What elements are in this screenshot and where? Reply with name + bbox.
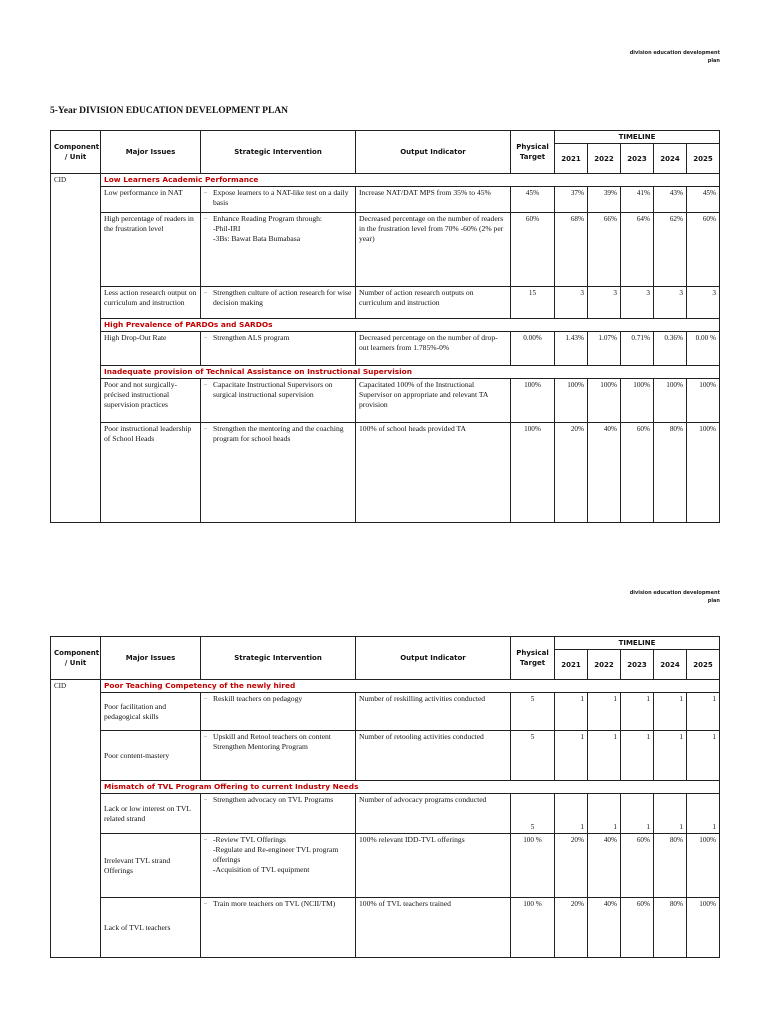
table-row <box>51 898 720 958</box>
year-value: 60% <box>621 898 654 958</box>
header-physical-target: Physical Target <box>511 131 555 174</box>
output-indicator: Number of action research outputs on curriculum and instruction <box>356 287 511 319</box>
dash-bullet-icon: – <box>204 734 207 740</box>
table-row <box>51 794 720 834</box>
output-indicator: 100% relevant IDD-TVL offerings <box>356 834 511 898</box>
year-value: 1 <box>555 731 588 781</box>
physical-target: 60% <box>511 213 555 287</box>
physical-target: 0.00% <box>511 332 555 366</box>
dash-bullet-icon: – <box>204 382 207 388</box>
document-title: 5-Year DIVISION EDUCATION DEVELOPMENT PLAN <box>50 106 289 116</box>
table-row <box>51 187 720 213</box>
physical-target: 100 % <box>511 898 555 958</box>
year-value: 100% <box>588 379 621 423</box>
year-value: 64% <box>621 213 654 287</box>
year-value: 100% <box>687 423 720 523</box>
header-output-indicator: Output Indicator <box>356 637 511 680</box>
dash-bullet-icon: – <box>204 216 207 222</box>
year-value: 1 <box>621 794 654 834</box>
year-value: 80% <box>654 898 687 958</box>
running-header-sub: plan <box>707 598 720 604</box>
physical-target: 100% <box>511 423 555 523</box>
year-value: 1 <box>588 794 621 834</box>
year-value: 45% <box>687 187 720 213</box>
strategic-intervention: Expose learners to a NAT-like test on a daily basis <box>213 188 349 207</box>
physical-target: 15 <box>511 287 555 319</box>
year-value: 1 <box>687 693 720 731</box>
year-value: 20% <box>555 423 588 523</box>
running-header-sub: plan <box>707 58 720 64</box>
output-indicator: Capacitated 100% of the Instructional Supervisor on appropriate and relevant TA provision <box>356 379 511 423</box>
physical-target: 100 % <box>511 834 555 898</box>
header-year: 2021 <box>555 650 588 680</box>
header-strategic-intervention: Strategic Intervention <box>201 131 356 174</box>
dash-bullet-icon: – <box>204 837 207 843</box>
strategic-intervention: Strengthen the mentoring and the coaching program for school heads <box>213 424 344 443</box>
year-value: 41% <box>621 187 654 213</box>
year-value: 1 <box>588 731 621 781</box>
year-value: 1 <box>621 731 654 781</box>
section-title: Poor Teaching Competency of the newly hired <box>101 680 720 693</box>
table-row <box>51 731 720 781</box>
header-output-indicator: Output Indicator <box>356 131 511 174</box>
year-value: 62% <box>654 213 687 287</box>
header-year: 2023 <box>621 650 654 680</box>
year-value: 3 <box>654 287 687 319</box>
strategic-intervention: -Review TVL Offerings -Regulate and Re-engineer TVL program offerings -Acquisition of TVL equipment <box>213 835 339 874</box>
header-year: 2024 <box>654 650 687 680</box>
year-value: 80% <box>654 834 687 898</box>
dash-bullet-icon: – <box>204 290 207 296</box>
table-row <box>51 834 720 898</box>
year-value: 3 <box>687 287 720 319</box>
strategic-intervention: Capacitate Instructional Supervisors on surgical instructional supervision <box>213 380 333 399</box>
header-timeline: TIMELINE <box>555 637 720 650</box>
physical-target: 5 <box>511 794 555 834</box>
dash-bullet-icon: – <box>204 190 207 196</box>
year-value: 100% <box>555 379 588 423</box>
header-year: 2023 <box>621 144 654 174</box>
physical-target: 5 <box>511 731 555 781</box>
plan-table-page-2 <box>50 636 720 958</box>
year-value: 60% <box>621 423 654 523</box>
year-value: 3 <box>588 287 621 319</box>
running-header-title: division education development <box>629 590 720 596</box>
strategic-intervention: Strengthen advocacy on TVL Programs <box>213 795 334 804</box>
table-row <box>51 287 720 319</box>
year-value: 1 <box>687 731 720 781</box>
dash-bullet-icon: – <box>204 797 207 803</box>
output-indicator: Number of reskilling activities conducted <box>356 693 511 731</box>
year-value: 40% <box>588 834 621 898</box>
header-year: 2022 <box>588 144 621 174</box>
header-physical-target: Physical Target <box>511 637 555 680</box>
header-major-issues: Major Issues <box>101 131 201 174</box>
header-year: 2025 <box>687 144 720 174</box>
table-row <box>51 332 720 366</box>
year-value: 40% <box>588 898 621 958</box>
strategic-intervention: Reskill teachers on pedagogy <box>213 694 303 703</box>
major-issue: Low performance in NAT <box>101 187 201 213</box>
major-issue: Lack of TVL teachers <box>101 898 201 958</box>
year-value: 3 <box>621 287 654 319</box>
year-value: 1 <box>555 693 588 731</box>
section-title: Mismatch of TVL Program Offering to current Industry Needs <box>101 781 720 794</box>
year-value: 0.36% <box>654 332 687 366</box>
section-title: Inadequate provision of Technical Assistance on Instructional Supervision <box>101 366 720 379</box>
component-unit: CID <box>51 680 101 958</box>
output-indicator: Increase NAT/DAT MPS from 35% to 45% <box>356 187 511 213</box>
year-value: 100% <box>687 898 720 958</box>
header-major-issues: Major Issues <box>101 637 201 680</box>
table-row <box>51 693 720 731</box>
strategic-intervention: Train more teachers on TVL (NCII/TM) <box>213 899 336 908</box>
major-issue: Lack or low interest on TVL related strand <box>101 794 201 834</box>
section-title: High Prevalence of PARDOs and SARDOs <box>101 319 720 332</box>
dash-bullet-icon: – <box>204 335 207 341</box>
year-value: 20% <box>555 834 588 898</box>
year-value: 0.71% <box>621 332 654 366</box>
output-indicator: 100% of school heads provided TA <box>356 423 511 523</box>
strategic-intervention: Strengthen ALS program <box>213 333 290 342</box>
header-timeline: TIMELINE <box>555 131 720 144</box>
year-value: 3 <box>555 287 588 319</box>
year-value: 1 <box>654 693 687 731</box>
physical-target: 5 <box>511 693 555 731</box>
header-year: 2024 <box>654 144 687 174</box>
major-issue: High percentage of readers in the frustration level <box>101 213 201 287</box>
major-issue: High Drop-Out Rate <box>101 332 201 366</box>
header-year: 2025 <box>687 650 720 680</box>
dash-bullet-icon: – <box>204 901 207 907</box>
year-value: 1 <box>588 693 621 731</box>
table-row <box>51 213 720 287</box>
physical-target: 100% <box>511 379 555 423</box>
output-indicator: Decreased percentage on the number of readers in the frustration level from 70% -60% (2% per year) <box>356 213 511 287</box>
year-value: 1 <box>654 731 687 781</box>
output-indicator: Decreased percentage on the number of drop-out learners from 1.785%-0% <box>356 332 511 366</box>
major-issue: Poor content-mastery <box>101 731 201 781</box>
year-value: 37% <box>555 187 588 213</box>
year-value: 1 <box>654 794 687 834</box>
running-header <box>630 590 720 605</box>
component-unit: CID <box>51 174 101 523</box>
year-value: 100% <box>687 834 720 898</box>
output-indicator: 100% of TVL teachers trained <box>356 898 511 958</box>
header-component: Component / Unit <box>51 637 101 680</box>
table-row <box>51 379 720 423</box>
table-row <box>51 423 720 523</box>
running-header <box>630 50 720 65</box>
major-issue: Poor and not surgically-précised instructional supervision practices <box>101 379 201 423</box>
physical-target: 45% <box>511 187 555 213</box>
year-value: 39% <box>588 187 621 213</box>
header-strategic-intervention: Strategic Intervention <box>201 637 356 680</box>
strategic-intervention: Strengthen culture of action research for wise decision making <box>213 288 352 307</box>
running-header-title: division education development <box>629 50 720 56</box>
year-value: 1.43% <box>555 332 588 366</box>
major-issue: Poor facilitation and pedagogical skills <box>101 693 201 731</box>
header-year: 2022 <box>588 650 621 680</box>
major-issue: Irrelevant TVL strand Offerings <box>101 834 201 898</box>
year-value: 60% <box>621 834 654 898</box>
year-value: 100% <box>654 379 687 423</box>
dash-bullet-icon: – <box>204 696 207 702</box>
year-value: 20% <box>555 898 588 958</box>
header-year: 2021 <box>555 144 588 174</box>
header-component: Component / Unit <box>51 131 101 174</box>
year-value: 60% <box>687 213 720 287</box>
year-value: 0.00 % <box>687 332 720 366</box>
output-indicator: Number of advocacy programs conducted <box>356 794 511 834</box>
year-value: 66% <box>588 213 621 287</box>
section-title: Low Learners Academic Performance <box>101 174 720 187</box>
dash-bullet-icon: – <box>204 426 207 432</box>
output-indicator: Number of retooling activities conducted <box>356 731 511 781</box>
year-value: 80% <box>654 423 687 523</box>
year-value: 1 <box>687 794 720 834</box>
strategic-intervention: Enhance Reading Program through: -Phil-IRI -3Bs: Bawat Bata Bumabasa <box>213 214 323 243</box>
year-value: 1 <box>555 794 588 834</box>
year-value: 68% <box>555 213 588 287</box>
year-value: 100% <box>621 379 654 423</box>
strategic-intervention: Upskill and Retool teachers on content Strengthen Mentoring Program <box>213 732 331 751</box>
year-value: 1.07% <box>588 332 621 366</box>
major-issue: Poor instructional leadership of School Heads <box>101 423 201 523</box>
year-value: 100% <box>687 379 720 423</box>
year-value: 43% <box>654 187 687 213</box>
year-value: 40% <box>588 423 621 523</box>
plan-table-page-1 <box>50 130 720 523</box>
major-issue: Less action research output on curriculum and instruction <box>101 287 201 319</box>
year-value: 1 <box>621 693 654 731</box>
